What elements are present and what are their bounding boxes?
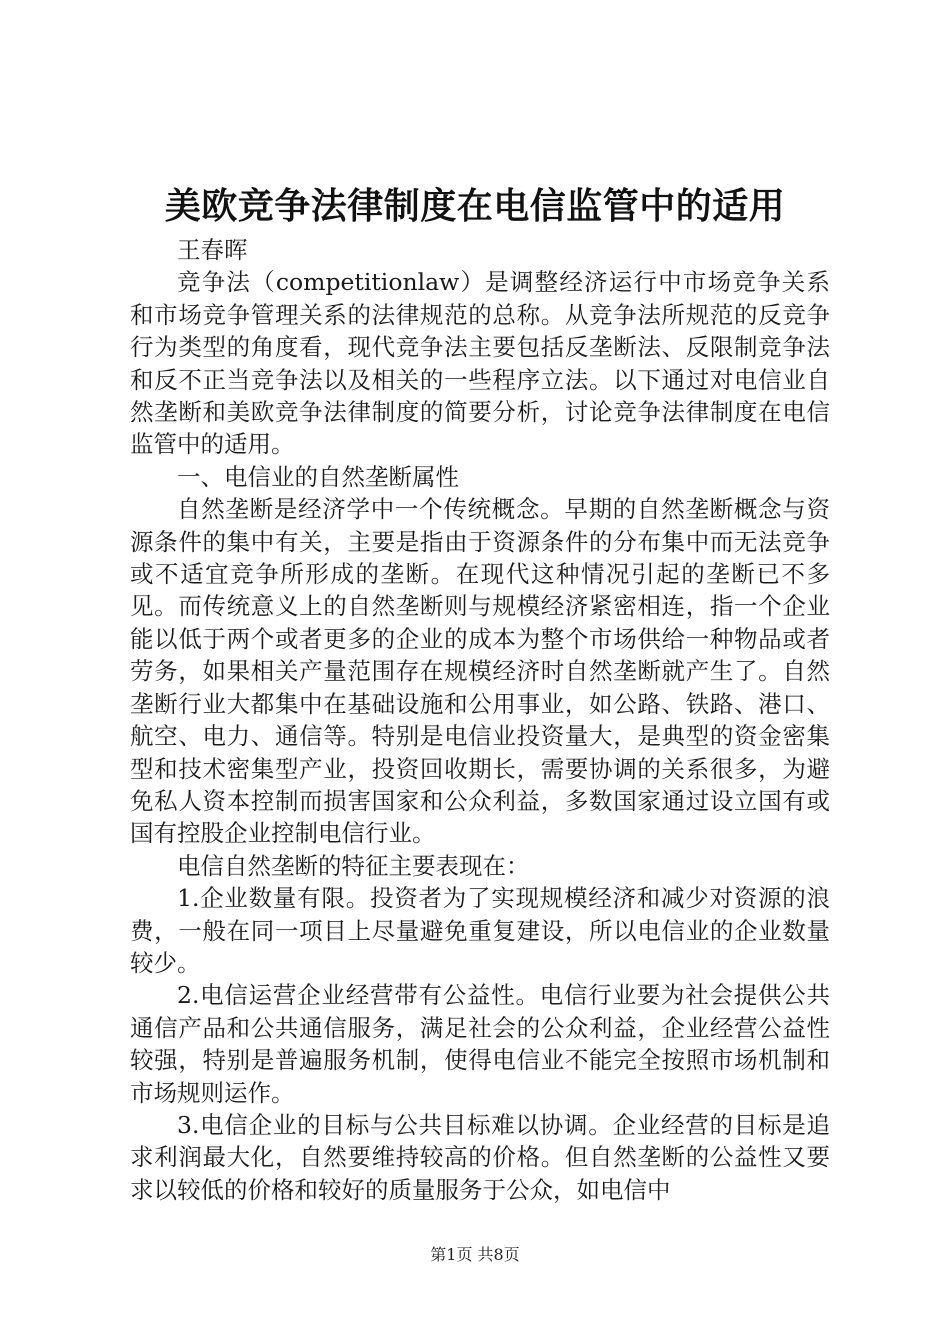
document-title: 美欧竞争法律制度在电信监管中的适用 bbox=[164, 185, 786, 227]
document-body bbox=[130, 234, 830, 1206]
list-item-3: 3.电信企业的目标与公共目标难以协调。企业经营的目标是追求利润最大化，自然要维持较高的价格。但自然垄断的公益性又要求以较低的价格和较好的质量服务于公众，如电信中 bbox=[130, 1110, 830, 1204]
paragraph-natural-monopoly: 自然垄断是经济学中一个传统概念。早期的自然垄断概念与资源条件的集中有关，主要是指由于资源条件的分布集中而无法竞争或不适宜竞争所形成的垄断。在现代这种情况引起的垄断已不多见。而传统意义上的自然垄断则与规模经济紧密相连，指一个企业能以低于两个或者更多的企业的成本为整个市场供给一种物品或者劳务，如果相关产量范围存在规模经济时自然垄断就产生了。自然垄断行业大都集中在基础设施和公用事业，如公路、铁路、港口、航空、电力、通信等。特别是电信业投资量大，是典型的资金密集型和技术密集型产业，投资回收期长，需要协调的关系很多，为避免私人资本控制而损害国家和公众利益，多数国家通过设立国有或国有控股企业控制电信行业。 bbox=[130, 495, 830, 848]
page-number: 第1页 共8页 bbox=[430, 1245, 520, 1264]
paragraph-features-lead: 电信自然垄断的特征主要表现在： bbox=[177, 851, 530, 880]
list-item-2: 2.电信运营企业经营带有公益性。电信行业要为社会提供公共通信产品和公共通信服务，满足社会的公众利益，企业经营公益性较强，特别是普遍服务机制，使得电信业不能完全按照市场机制和市场规则运作。 bbox=[130, 981, 830, 1107]
author-name: 王春晖 bbox=[177, 236, 248, 264]
list-item-1: 1.企业数量有限。投资者为了实现规模经济和减少对资源的浪费，一般在同一项目上尽量避免重复建设，所以电信业的企业数量较少。 bbox=[130, 884, 830, 977]
paragraph-intro: 竞争法（competitionlaw）是调整经济运行中市场竞争关系和市场竞争管理关系的法律规范的总称。从竞争法所规范的反竞争行为类型的角度看，现代竞争法主要包括反垄断法、反限制竞争法和反不正当竞争法以及相关的一些程序立法。以下通过对电信业自然垄断和美欧竞争法律制度的简要分析，讨论竞争法律制度在电信监管中的适用。 bbox=[130, 268, 830, 459]
section-heading: 一、电信业的自然垄断属性 bbox=[177, 462, 459, 491]
